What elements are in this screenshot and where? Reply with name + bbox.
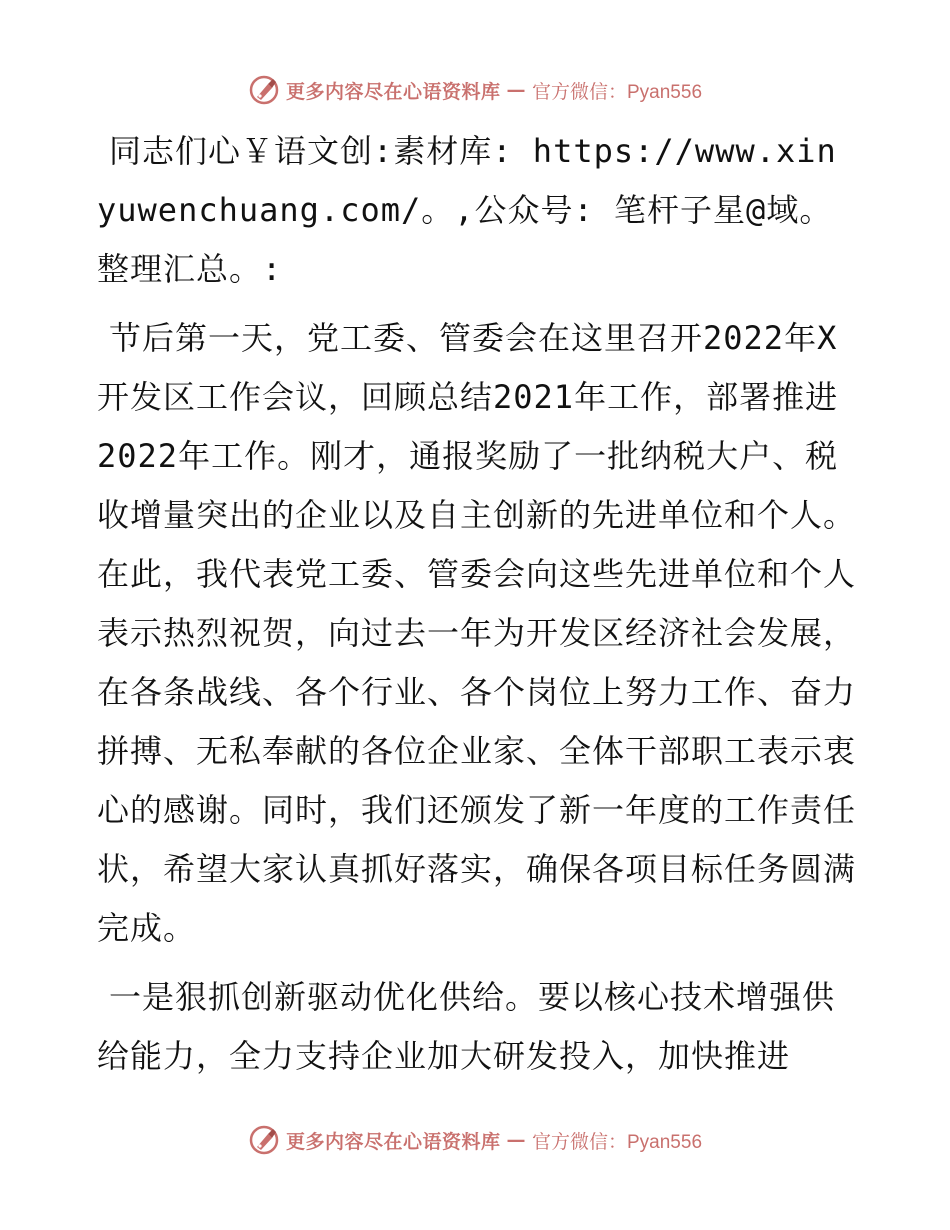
paragraph-opening [97, 309, 857, 958]
document-body [97, 122, 857, 1096]
watermark-separator: — [506, 1129, 526, 1151]
watermark-brand-text: 更多内容尽在心语资料库 [285, 80, 501, 103]
paragraph-source-note [97, 122, 857, 299]
paragraph-text: 节后第一天，党工委、管委会在这里召开2022年X开发区工作会议，回顾总结2021年工作，部署推进2022年工作。刚才，通报奖励了一批纳税大户、税收增量突出的企业以及自主创新的先进单位和个人。在此，我代表党工委、管委会向这些先进单位和个人表示热烈祝贺，向过去一年为开发区经济社会发展，在各条战线、各个行业、各个岗位上努力工作、奋力拼搏、无私奉献的各位企业家、全体干部职工表示衷心的感谢。同时，我们还颁发了新一年度的工作责任状，希望大家认真抓好落实，确保各项目标任务圆满完成。 [97, 319, 857, 947]
watermark-banner-bottom [0, 1120, 950, 1160]
watermark-contact-text: 官方微信：Pyan556 [532, 1131, 703, 1153]
paragraph-text: 一是狠抓创新驱动优化供给。要以核心技术增强供给能力，全力支持企业加大研发投入，加快推进 [97, 978, 836, 1075]
pen-nib-circle-icon [248, 1124, 280, 1156]
watermark-brand-text: 更多内容尽在心语资料库 [285, 1130, 501, 1153]
pen-nib-circle-icon [248, 74, 280, 106]
paragraph-point-one [97, 968, 857, 1086]
watermark-banner-top [0, 70, 950, 110]
watermark-contact-text: 官方微信：Pyan556 [532, 81, 703, 103]
watermark-separator: — [506, 79, 526, 101]
paragraph-text: 同志们心￥语文创:素材库: https://www.xinyuwenchuang.com/。,公众号: 笔杆子星@域。整理汇总。: [97, 132, 837, 288]
